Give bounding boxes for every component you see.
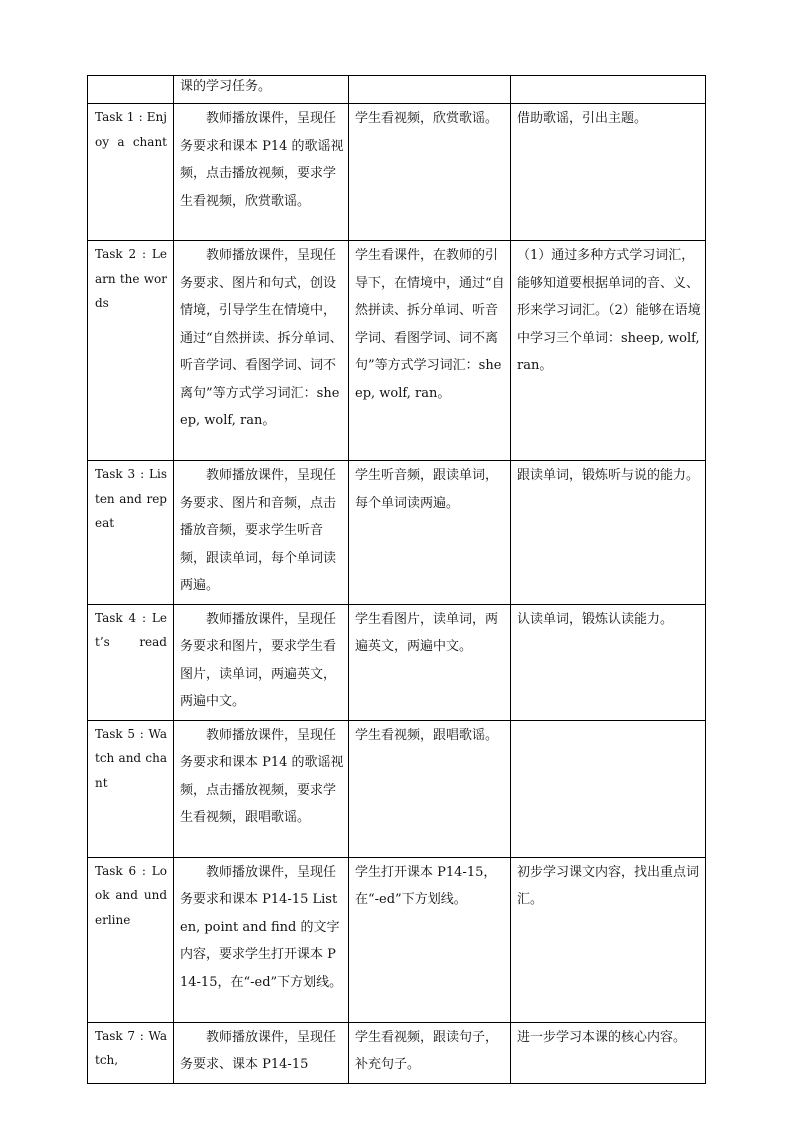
student-activity-cell — [349, 104, 511, 241]
table-row — [88, 604, 706, 720]
purpose-cell — [511, 1022, 706, 1083]
student-activity-text: 学生打开课本 P14-15，在“-ed”下方划线。 — [355, 864, 497, 907]
teacher-activity-cell — [174, 104, 349, 241]
purpose-text: 跟读单词，锻炼听与说的能力。 — [517, 468, 700, 483]
teacher-activity-cell — [174, 720, 349, 857]
student-activity-text: 学生看课件，在教师的引导下，在情境中，通过“自然拼读、拆分单词、听音学词、看图学词、词不离句”等方式学习词汇：sheep, wolf, ran。 — [355, 248, 505, 401]
task-text: Task 5 : Watch and chant — [95, 726, 167, 790]
student-activity-text: 学生看视频，欣赏歌谣。 — [355, 111, 499, 126]
purpose-cell — [511, 720, 706, 857]
student-activity-text: 学生听音频，跟读单词，每个单词读两遍。 — [355, 468, 499, 511]
teacher-activity-cell — [174, 1022, 349, 1083]
teacher-activity-text: 教师播放课件，呈现任务要求、图片和句式，创设情境，引导学生在情境中，通过“自然拼读、拆分单词、听音学词、看图学词、词不离句”等方式学习词汇：sheep, wolf, ran。 — [180, 248, 343, 428]
task-cell — [88, 76, 174, 104]
table-row — [88, 857, 706, 1022]
teacher-activity-text: 教师播放课件，呈现任务要求和课本 P14-15 Listen, point and find 的文字内容，要求学生打开课本 P14-15，在“-ed”下方划线。 — [180, 864, 343, 990]
table-row — [88, 461, 706, 605]
student-activity-cell — [349, 604, 511, 720]
task-cell — [88, 1022, 174, 1083]
teacher-activity-text: 教师播放课件，呈现任务要求、课本 P14-15 — [180, 1029, 337, 1072]
task-cell — [88, 604, 174, 720]
teacher-activity-cell — [174, 857, 349, 1022]
student-activity-text: 学生看图片，读单词，两遍英文，两遍中文。 — [355, 611, 499, 654]
purpose-text: 进一步学习本课的核心内容。 — [517, 1029, 687, 1045]
teacher-activity-cell — [174, 461, 349, 605]
teacher-activity-text: 教师播放课件，呈现任务要求和课本 P14 的歌谣视频，点击播放视频，要求学生看视频，欣赏歌谣。 — [180, 111, 344, 209]
student-activity-text: 学生看视频，跟读句子，补充句子。 — [355, 1029, 499, 1072]
student-activity-cell — [349, 76, 511, 104]
task-text: Task 2 : Learn the words — [95, 247, 167, 310]
task-text: Task 6 : Look and underline — [95, 863, 167, 927]
task-cell — [88, 720, 174, 857]
teacher-activity-cell — [174, 604, 349, 720]
purpose-text: 初步学习课文内容，找出重点词汇。 — [517, 864, 700, 907]
task-cell — [88, 461, 174, 605]
table-row — [88, 241, 706, 461]
table-row — [88, 1022, 706, 1083]
teacher-activity-text: 教师播放课件，呈现任务要求和课本 P14 的歌谣视频，点击播放视频，要求学生看视频，跟唱歌谣。 — [180, 727, 344, 825]
teacher-activity-cell — [174, 76, 349, 104]
task-text: Task 7 : Watch, — [95, 1028, 167, 1067]
lesson-plan-table — [87, 75, 706, 1084]
table-row — [88, 76, 706, 104]
task-cell — [88, 104, 174, 241]
teacher-activity-cell — [174, 241, 349, 461]
purpose-cell — [511, 76, 706, 104]
table-row — [88, 104, 706, 241]
student-activity-cell — [349, 241, 511, 461]
table-row — [88, 720, 706, 857]
student-activity-cell — [349, 1022, 511, 1083]
purpose-text: （1）通过多种方式学习词汇，能够知道要根据单词的音、义、形来学习词汇。（2）能够在语境中学习三个单词：sheep, wolf, ran。 — [517, 248, 701, 373]
purpose-text: 借助歌谣，引出主题。 — [517, 111, 648, 126]
purpose-cell — [511, 857, 706, 1022]
purpose-cell — [511, 461, 706, 605]
purpose-cell — [511, 604, 706, 720]
task-cell — [88, 241, 174, 461]
purpose-text: 认读单词，锻炼认读能力。 — [517, 611, 674, 627]
task-cell — [88, 857, 174, 1022]
task-text: Task 4 : Let’s read — [95, 610, 167, 649]
purpose-cell — [511, 241, 706, 461]
student-activity-cell — [349, 720, 511, 857]
teacher-activity-text: 教师播放课件，呈现任务要求、图片和音频，点击播放音频，要求学生听音频，跟读单词，每个单词读两遍。 — [180, 468, 337, 593]
teacher-activity-text: 课的学习任务。 — [180, 79, 272, 94]
purpose-cell — [511, 104, 706, 241]
task-text: Task 3 : Listen and repeat — [95, 467, 167, 530]
student-activity-text: 学生看视频，跟唱歌谣。 — [355, 727, 499, 743]
task-text: Task 1 : Enjoy a chant — [95, 110, 167, 149]
teacher-activity-text: 教师播放课件，呈现任务要求和图片，要求学生看图片，读单词，两遍英文，两遍中文。 — [180, 611, 337, 709]
student-activity-cell — [349, 857, 511, 1022]
student-activity-cell — [349, 461, 511, 605]
